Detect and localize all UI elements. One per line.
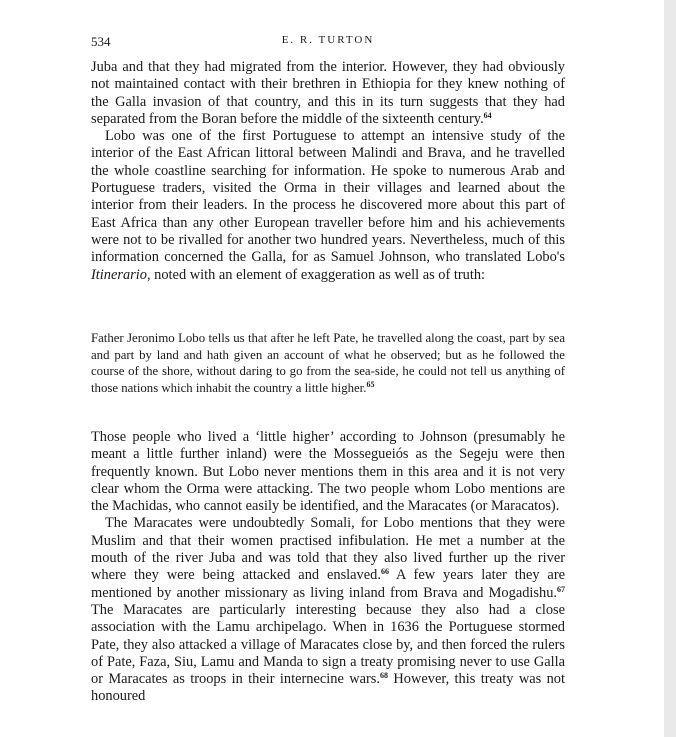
block-quote: Father Jeronimo Lobo tells us that after he left Pate, he travelled along the coast, part by sea and part by land and hath given an account of what he observed; but as he followed the course of the shore, without daring to go from the sea-side, he could not tell us anything of those nations which inhabit the country a little higher.$^{65}$ <box>91 331 565 395</box>
footnote-ref-66: 66 <box>380 567 389 577</box>
body-text-bottom <box>91 429 565 706</box>
body-text-top <box>91 59 565 284</box>
page-edge <box>664 0 676 737</box>
paragraph-4: The Maracates were undoubtedly Somali, for Lobo mentions that they were Muslim and that their women practised infibulation. He met a number at the mouth of the river Juba and was told that they also lived further up the river where they were being attacked and enslaved.$^{66}$ A few years later they are mentioned by another missionary as living inland from Brava and Mogadishu.$^{67}$ The Maracates are particularly interesting because they also had a close association with the Lamu archipelago. When in 1636 the Portuguese stormed Pate, they also attacked a village of Maracates close by, and then forced the rulers of Pate, Faza, Siu, Lamu and Manda to sign a treaty promising never to use Galla or Maracates as troops in their internecine wars.$^{68}$ However, this treaty was not honoured <box>91 515 566 705</box>
paragraph-3: Those people who lived a ‘little higher’ according to Johnson (presumably he meant a little further inland) were the Mossegueiós as the Segeju were then frequently known. But Lobo never mentions them in this area and it is not very clear whom the Orma were attacking. The two people whom Lobo mentions are the Machidas, who cannot easily be identified, and the Maracates (or Maracatos). <box>91 429 565 515</box>
footnote-ref-67: 67 <box>557 584 565 594</box>
itinerario-title: Itinerario <box>91 266 147 283</box>
footnote-ref-68: 68 <box>380 671 389 681</box>
paragraph-2: Lobo was one of the first Portuguese to attempt an intensive study of the interior of the East African littoral between Malindi and Brava, and he travelled the whole coastline searching for information. He spoke to numerous Arab and Portuguese traders, visited the Orma in their villages and learned about the interior from their leaders. In the process he discovered more about this part of East Africa than any other European traveller before him and his achievements were not to be rivalled for another two hundred years. Nevertheless, much of this information concerned the Galla, for as Samuel Johnson, who translated Lobo's Itinerario, noted with an element of exaggeration as well as of truth: <box>91 128 565 283</box>
page-number: 534 <box>91 34 111 49</box>
paragraph-1: Juba and that they had migrated from the interior. However, they had obviously not maintained contact with their brethren in Ethiopia for they knew nothing of the Galla invasion of that country, and this in its turn suggests that they had separated from the Boran before the middle of the sixteenth century.$^{64}$ <box>91 59 565 127</box>
footnote-ref-64: 64 <box>483 110 492 120</box>
running-head-author: E. R. TURTON <box>281 34 375 46</box>
running-header <box>91 34 565 50</box>
footnote-ref-65: 65 <box>366 379 375 389</box>
